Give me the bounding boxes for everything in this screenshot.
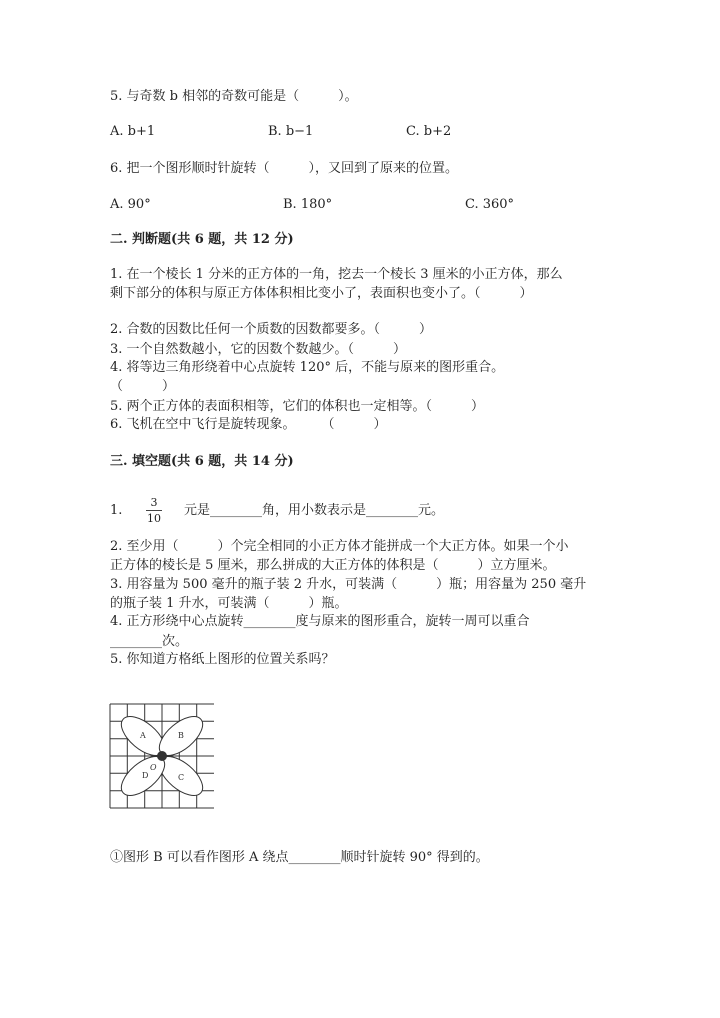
label-c: C [178, 773, 185, 782]
label-o: O [150, 763, 157, 772]
fill-q1-number: 1. [110, 503, 123, 518]
label-b: B [178, 731, 184, 740]
q5-option-b: B. b−1 [268, 124, 314, 139]
fill-line: 5. 你知道方格纸上图形的位置关系吗？ [110, 652, 335, 667]
q5-option-c: C. b+2 [406, 124, 452, 139]
fill-line: 的瓶子装 1 升水，可装满（ ）瓶。 [110, 596, 348, 611]
fraction-bar [146, 510, 162, 511]
section-3-title: 三. 填空题(共 6 题，共 14 分) [110, 454, 294, 469]
grid-flower-figure [108, 702, 218, 812]
fill-line: 3. 用容量为 500 毫升的瓶子装 2 升水，可装满（ ）瓶；用容量为 250 毫升 [110, 577, 587, 592]
judge-line: 6. 飞机在空中飞行是旋转现象。 （ ） [110, 417, 387, 432]
denominator: 10 [147, 512, 161, 525]
judge-line: 3. 一个自然数越小，它的因数个数越少。（ ） [110, 342, 407, 357]
judge-line: （ ） [110, 379, 176, 394]
numerator: 3 [150, 496, 158, 509]
fraction [144, 496, 164, 525]
q5-option-a: A. b+1 [110, 124, 156, 139]
fill-line: 4. 正方形绕中心点旋转________度与原来的图形重合，旋转一周可以重合 [110, 614, 530, 629]
question-6-stem: 6. 把一个图形顺时针旋转（ ），又回到了原来的位置。 [110, 161, 459, 176]
q6-option-b: B. 180° [283, 197, 333, 212]
q6-option-c: C. 360° [465, 197, 515, 212]
sub-question-1: ①图形 B 可以看作图形 A 绕点________顺时针旋转 90° 得到的。 [110, 850, 489, 865]
fill-line: 正方体的棱长是 5 厘米，那么拼成的大正方体的体积是（ ）立方厘米。 [110, 558, 556, 573]
q6-option-a: A. 90° [110, 197, 151, 212]
label-a: A [140, 731, 146, 740]
center-point [157, 751, 167, 761]
judge-line: 2. 合数的因数比任何一个质数的因数都要多。（ ） [110, 322, 433, 337]
question-5-stem: 5. 与奇数 b 相邻的奇数可能是（ ）。 [110, 89, 358, 104]
fill-line: ________次。 [110, 634, 189, 649]
judge-line: 1. 在一个棱长 1 分米的正方体的一角，挖去一个棱长 3 厘米的小正方体，那么 [110, 267, 563, 282]
fill-q1-text: 元是________角，用小数表示是________元。 [184, 503, 445, 518]
fill-line: 2. 至少用（ ）个完全相同的小正方体才能拼成一个大正方体。如果一个小 [110, 539, 569, 554]
judge-line: 5. 两个正方体的表面积相等，它们的体积也一定相等。（ ） [110, 399, 485, 414]
judge-line: 剩下部分的体积与原正方体体积相比变小了，表面积也变小了。（ ） [110, 286, 533, 301]
label-d: D [142, 771, 149, 780]
section-2-title: 二. 判断题(共 6 题，共 12 分) [110, 232, 294, 247]
judge-line: 4. 将等边三角形绕着中心点旋转 120° 后，不能与原来的图形重合。 [110, 360, 505, 375]
